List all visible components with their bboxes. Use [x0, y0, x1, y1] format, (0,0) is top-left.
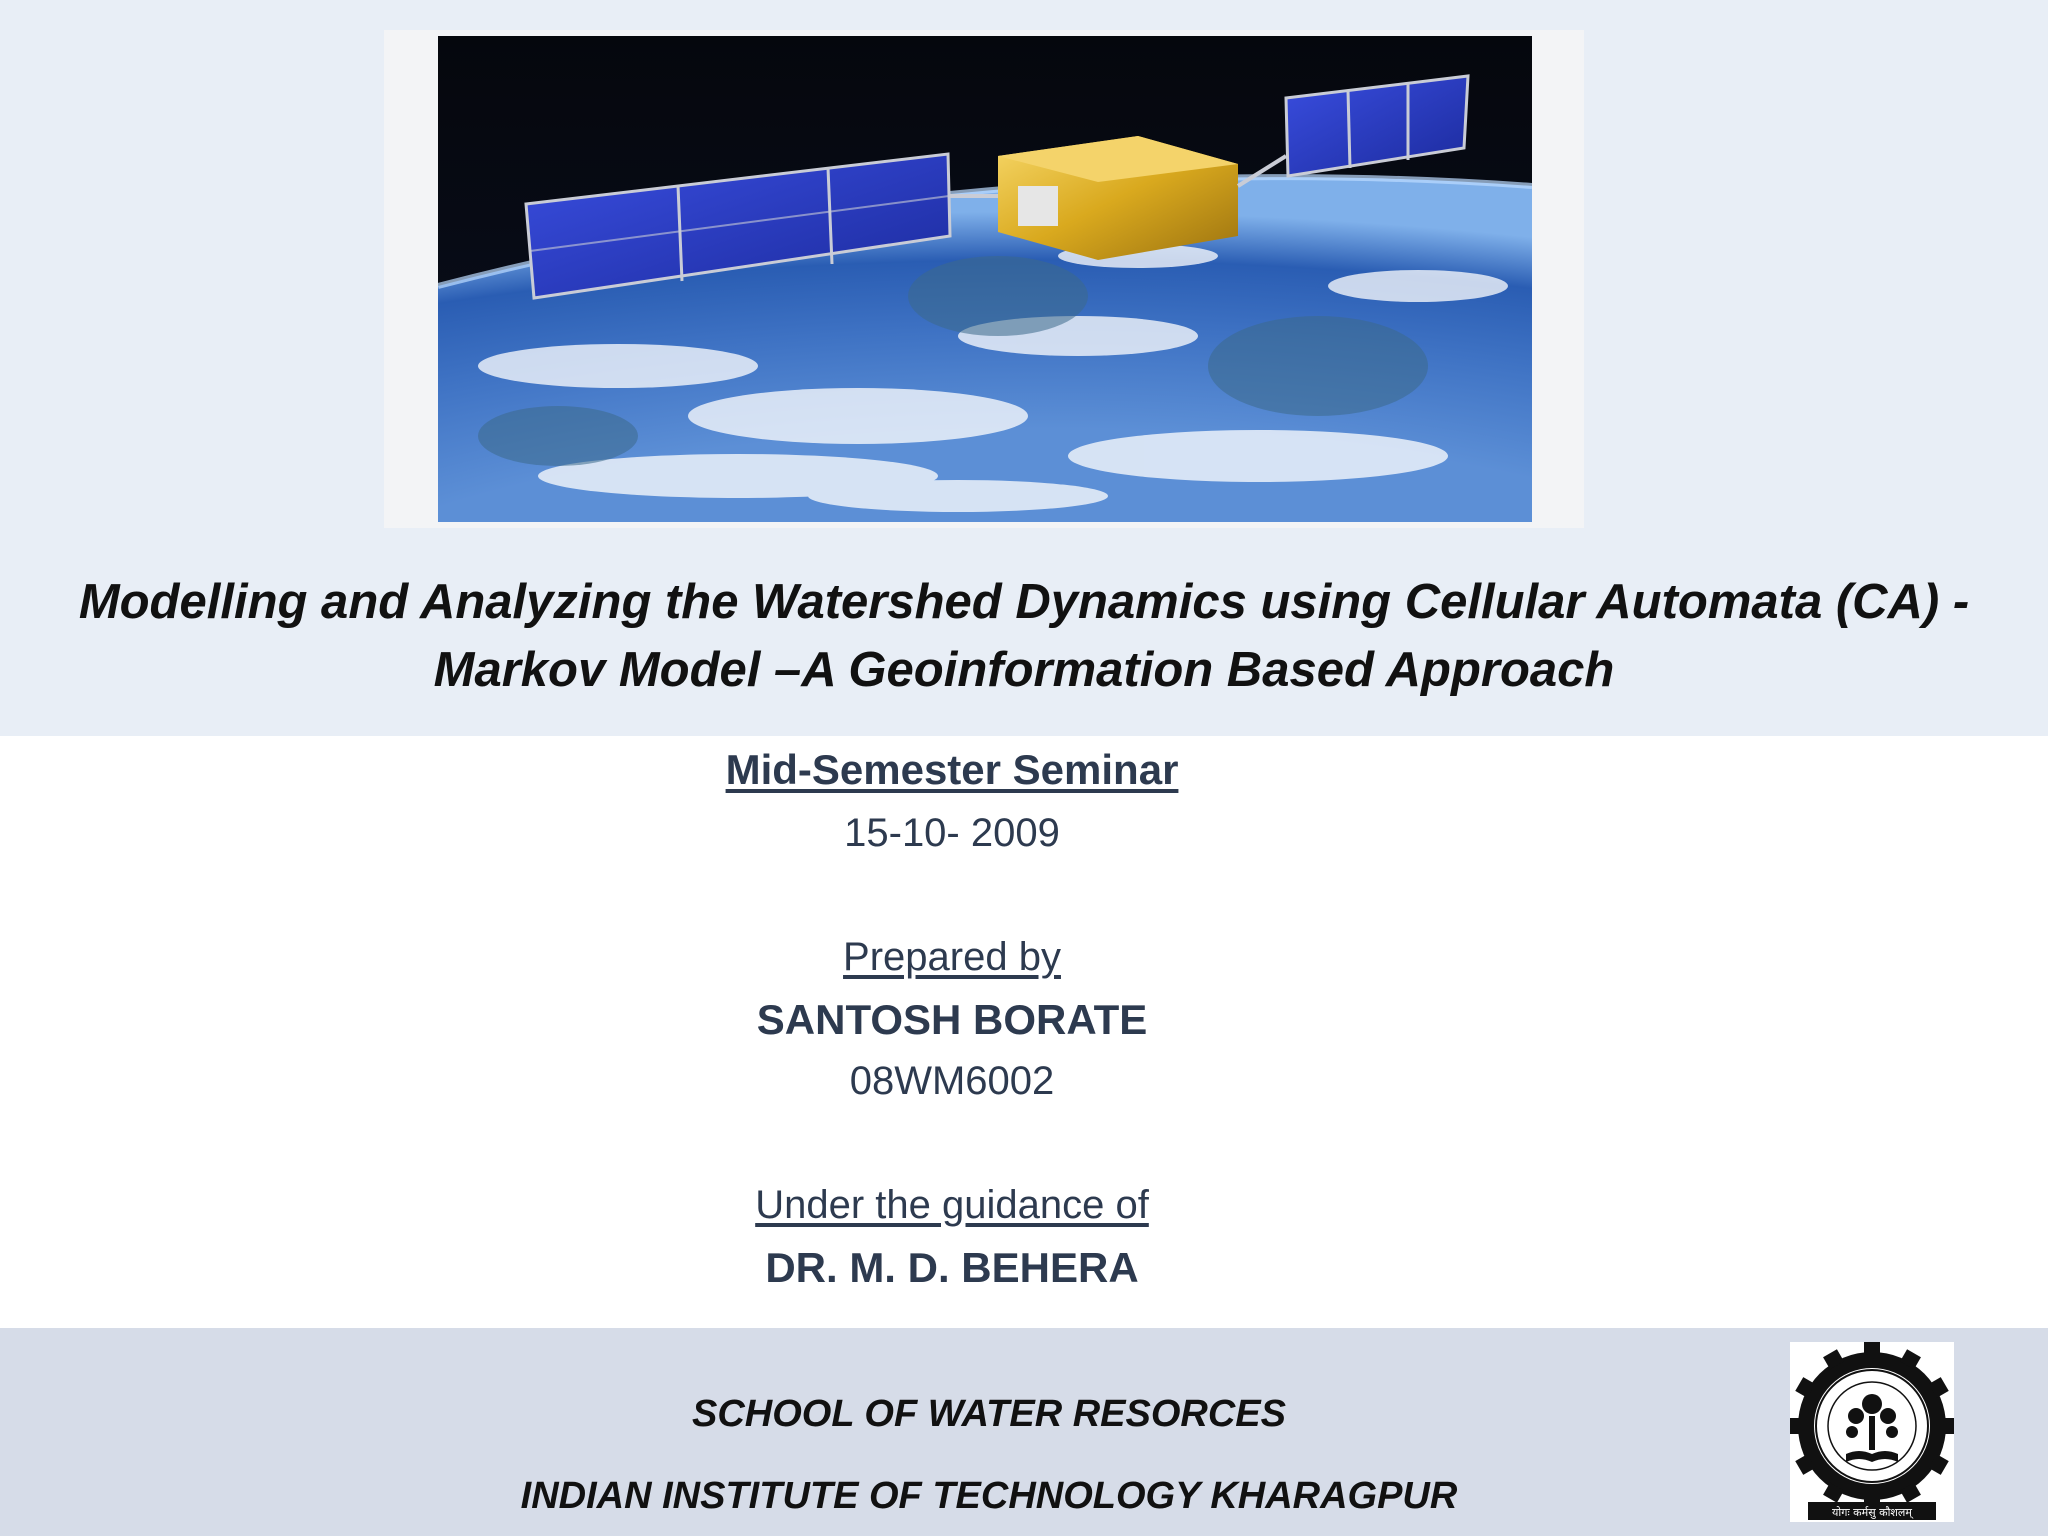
iit-kharagpur-logo — [1790, 1342, 1954, 1522]
presentation-title — [30, 568, 2018, 704]
seminar-heading: Mid-Semester Seminar — [725, 746, 1179, 793]
guidance-label: Under the guidance of — [755, 1183, 1149, 1227]
school-name: SCHOOL OF WATER RESORCES — [692, 1393, 1286, 1435]
logo-seal-icon — [1790, 1342, 1954, 1522]
title-line-2: Markov Model –A Geoinformation Based Approach — [433, 643, 1615, 697]
author-roll-number: 08WM6002 — [849, 1059, 1055, 1103]
seminar-date: 15-10- 2009 — [844, 811, 1060, 855]
satellite-earth-illustration — [438, 36, 1532, 522]
guide-name: DR. M. D. BEHERA — [765, 1244, 1139, 1291]
institute-name: INDIAN INSTITUTE OF TECHNOLOGY KHARAGPUR — [520, 1475, 1458, 1517]
satellite-image — [384, 30, 1584, 528]
prepared-by-label: Prepared by — [843, 935, 1061, 979]
author-name: SANTOSH BORATE — [756, 996, 1148, 1043]
logo-motto: योगः कर्मसु कौशलम् — [1832, 1506, 1912, 1519]
title-line-1: Modelling and Analyzing the Watershed Dynamics using Cellular Automata (CA) - — [78, 575, 1970, 629]
